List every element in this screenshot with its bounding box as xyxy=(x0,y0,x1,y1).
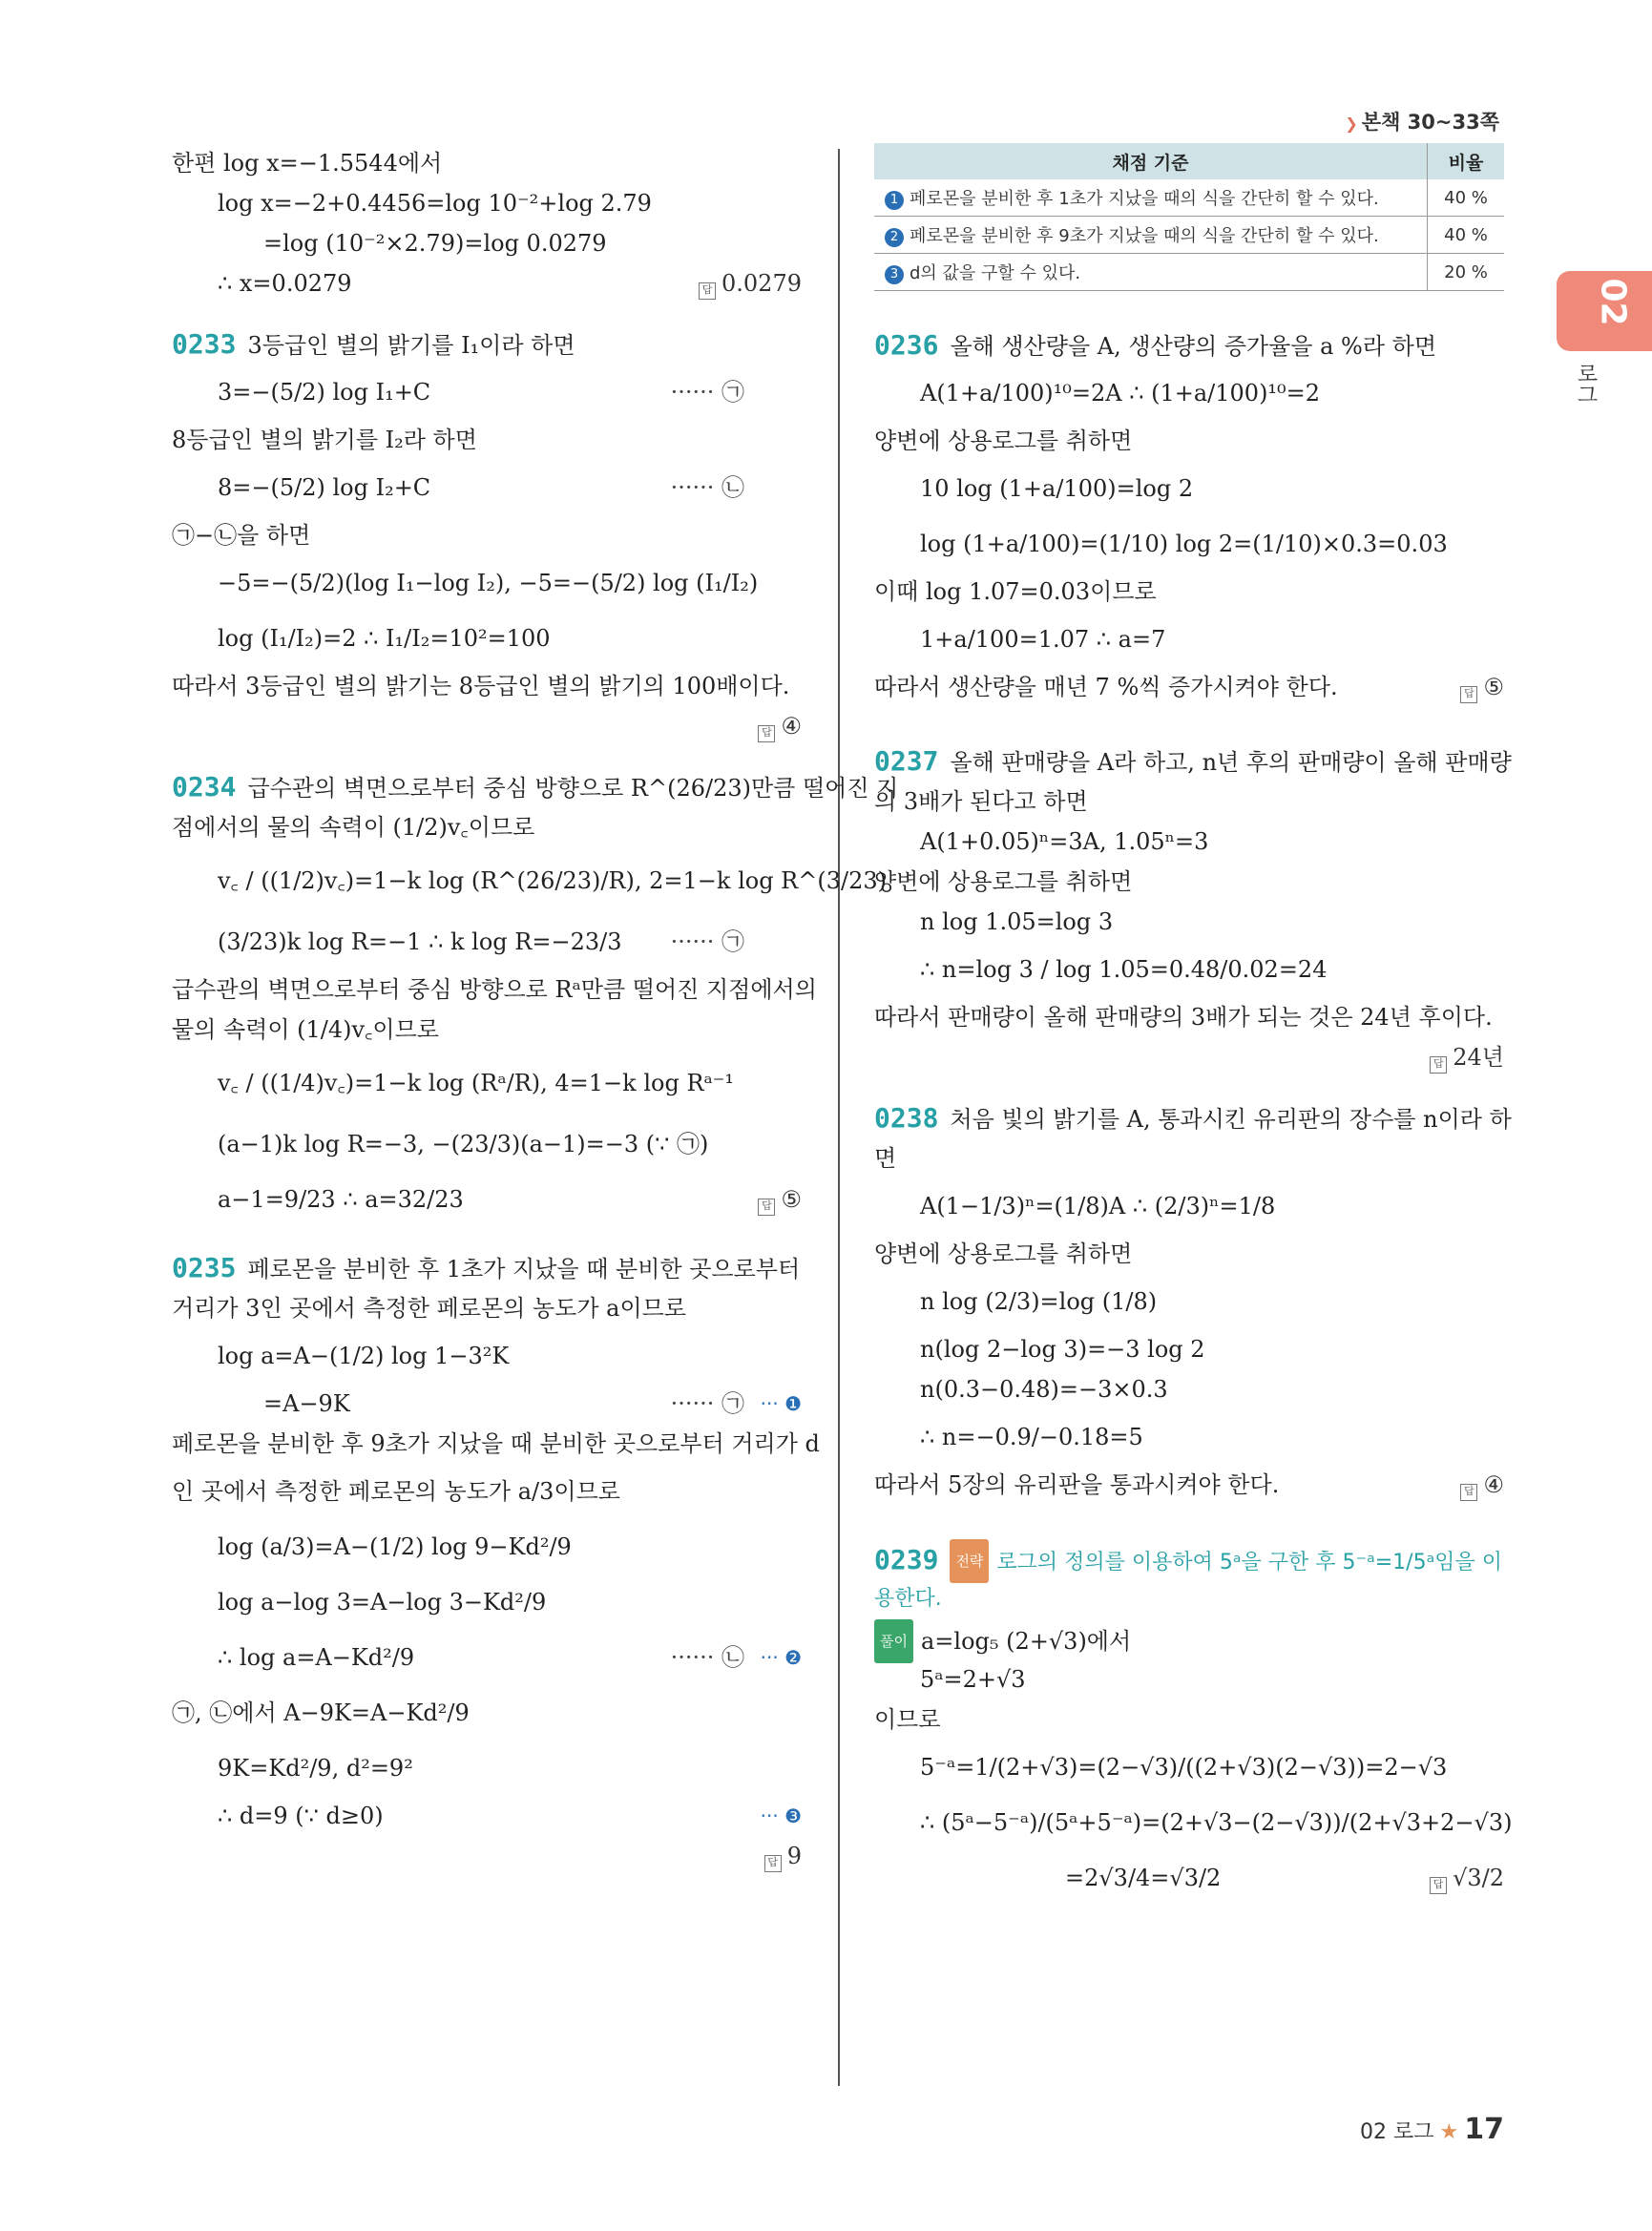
text-line: 따라서 생산량을 매년 7 %씩 증가시켜야 한다. 답 ⑤ xyxy=(874,667,1504,707)
text-line: 의 3배가 된다고 하면 xyxy=(874,788,1088,815)
text-line: ㉠−㉡을 하면 xyxy=(172,522,311,549)
page-footer: 02 로그 ★ 17 xyxy=(1360,2113,1504,2146)
math-line: 1+a/100=1.07 ∴ a=7 xyxy=(920,626,1166,653)
step-number-icon: 3 xyxy=(885,265,904,284)
problem-0236: 0236 올해 생산량을 A, 생산량의 증가율을 a %라 하면 xyxy=(874,329,1437,361)
table-header: 비율 xyxy=(1428,143,1505,179)
math-line: =log (10⁻²×2.79)=log 0.0279 xyxy=(263,230,607,257)
math-line: 3=−(5/2) log I₁+C ······ ㉠ xyxy=(218,379,744,406)
math-line: A(1−1/3)ⁿ=(1/8)A ∴ (2/3)ⁿ=1/8 xyxy=(920,1193,1276,1220)
text-line: 이므로 xyxy=(874,1706,941,1733)
math-line: ∴ n=log 3 / log 1.05=0.48/0.02=24 xyxy=(920,956,1328,983)
text-line: 양변에 상용로그를 취하면 xyxy=(874,1241,1133,1267)
math-line: ∴ x=0.0279 답 0.0279 xyxy=(172,263,802,303)
math-line: v꜀ / ((1/4)v꜀)=1−k log (Rᵃ/R), 4=1−k log Rᵃ⁻¹ xyxy=(218,1070,735,1096)
math-line: ㉠, ㉡에서 A−9K=A−Kd²/9 xyxy=(172,1699,470,1726)
answer-line xyxy=(172,706,802,746)
problem-number: 0233 xyxy=(172,328,237,360)
text-line: 점에서의 물의 속력이 (1/2)v꜀이므로 xyxy=(172,814,535,841)
answer: 답 24년 xyxy=(1430,1037,1504,1077)
answer: 답 ④ xyxy=(1460,1465,1504,1505)
math-line: A(1+0.05)ⁿ=3A, 1.05ⁿ=3 xyxy=(920,828,1209,855)
table-header: 채점 기준 xyxy=(874,143,1428,179)
strategy-badge: 전략 xyxy=(950,1539,989,1583)
math-line: log (1+a/100)=(1/10) log 2=(1/10)×0.3=0.03 xyxy=(920,531,1448,557)
text-line: 인 곳에서 측정한 페로몬의 농도가 a/3이므로 xyxy=(172,1478,620,1505)
math-line: (a−1)k log R=−3, −(23/3)(a−1)=−3 (∵ ㉠) xyxy=(218,1131,709,1157)
math-line: (3/23)k log R=−1 ∴ k log R=−23/3 ······ ㉠ xyxy=(218,928,744,955)
math-line: ∴ d=9 (∵ d≥0) ··· ❸ xyxy=(172,1796,802,1836)
math-line: log x=−2+0.4456=log 10⁻²+log 2.79 xyxy=(218,190,652,217)
table-row: 3 d의 값을 구할 수 있다. 20 % xyxy=(874,254,1504,291)
answer-icon: 답 xyxy=(1460,1484,1477,1501)
math-line: n log 1.05=log 3 xyxy=(920,908,1114,935)
answer: 답 9 xyxy=(764,1836,802,1876)
math-line: n(log 2−log 3)=−3 log 2 xyxy=(920,1336,1205,1363)
math-line: log (a/3)=A−(1/2) log 9−Kd²/9 xyxy=(218,1533,572,1560)
text-line: 따라서 5장의 유리판을 통과시켜야 한다. 답 ④ xyxy=(874,1465,1504,1505)
text-line: 거리가 3인 곳에서 측정한 페로몬의 농도가 a이므로 xyxy=(172,1295,687,1322)
math-line: log (I₁/I₂)=2 ∴ I₁/I₂=10²=100 xyxy=(218,625,551,652)
answer: 답 ⑤ xyxy=(1460,667,1504,707)
math-line: v꜀ / ((1/2)v꜀)=1−k log (R^(26/23)/R), 2=1−k log R^(3/23) xyxy=(218,867,887,894)
step-marker: ··· ❸ xyxy=(760,1804,802,1827)
math-line: a−1=9/23 ∴ a=32/23 답 ⑤ xyxy=(172,1172,802,1227)
problem-number: 0235 xyxy=(172,1252,237,1283)
answer-icon: 답 xyxy=(1430,1056,1447,1074)
answer-icon: 답 xyxy=(758,1199,775,1216)
problem-number: 0239 xyxy=(874,1544,939,1575)
problem-0238: 0238 처음 빛의 밝기를 A, 통과시킨 유리판의 장수를 n이라 하 xyxy=(874,1102,1512,1134)
book-reference: ❯ 본책 30~33쪽 xyxy=(1345,111,1499,134)
table-row: 1 페로몬을 분비한 후 1초가 지났을 때의 식을 간단히 할 수 있다. 40 % xyxy=(874,179,1504,217)
answer: 답 ⑤ xyxy=(758,1172,802,1227)
math-line: log a=A−(1/2) log 1−3²K xyxy=(218,1343,510,1369)
problem-0237: 0237 올해 판매량을 A라 하고, n년 후의 판매량이 올해 판매량 xyxy=(874,745,1512,777)
text-line: 8등급인 별의 밝기를 I₂라 하면 xyxy=(172,427,477,453)
problem-0239: 0239 전략 로그의 정의를 이용하여 5ᵃ을 구한 후 5⁻ᵃ=1/5ᵃ임을 이 xyxy=(874,1539,1504,1579)
math-line: 10 log (1+a/100)=log 2 xyxy=(920,475,1194,502)
answer-icon: 답 xyxy=(1430,1877,1447,1894)
problem-0235: 0235 페로몬을 분비한 후 1초가 지났을 때 분비한 곳으로부터 xyxy=(172,1252,801,1283)
step-number-icon: 1 xyxy=(885,191,904,210)
answer-icon: 답 xyxy=(758,725,775,742)
text-line: 한편 log x=−1.5544에서 xyxy=(172,150,443,177)
chapter-tab xyxy=(1557,271,1652,351)
text-line: 페로몬을 분비한 후 9초가 지났을 때 분비한 곳으로부터 거리가 d xyxy=(172,1430,820,1457)
problem-number: 0234 xyxy=(172,771,237,803)
chevron-right-icon: ❯ xyxy=(1345,115,1358,133)
math-line: 5ᵃ=2+√3 xyxy=(920,1666,1026,1693)
answer: 답 0.0279 xyxy=(699,263,802,303)
text-line: 따라서 3등급인 별의 밝기는 8등급인 별의 밝기의 100배이다. xyxy=(172,673,790,699)
math-line: =A−9K ······ ㉠ ··· ❶ xyxy=(172,1384,802,1424)
answer-line xyxy=(172,1836,802,1876)
solution-badge: 풀이 xyxy=(874,1619,913,1663)
text-line: 급수관의 벽면으로부터 중심 방향으로 Rᵃ만큼 떨어진 지점에서의 xyxy=(172,976,817,1003)
math-line: log a−log 3=A−log 3−Kd²/9 xyxy=(218,1589,547,1616)
text-line: 이때 log 1.07=0.03이므로 xyxy=(874,578,1157,605)
right-column xyxy=(874,143,1513,1906)
text-line: 양변에 상용로그를 취하면 xyxy=(874,427,1133,454)
math-line: 8=−(5/2) log I₂+C ······ ㉡ xyxy=(218,474,744,501)
page-number: 17 xyxy=(1464,2113,1504,2146)
problem-number: 0236 xyxy=(874,329,939,361)
answer-icon: 답 xyxy=(1460,686,1477,703)
answer-icon: 답 xyxy=(699,282,716,300)
chapter-number: 02 xyxy=(1593,278,1633,326)
step-number-icon: 2 xyxy=(885,228,904,247)
column-divider xyxy=(838,149,840,2086)
math-line: ∴ (5ᵃ−5⁻ᵃ)/(5ᵃ+5⁻ᵃ)=(2+√3−(2−√3))/(2+√3+2−√3) xyxy=(920,1809,1513,1836)
answer-line xyxy=(874,1037,1504,1077)
table-row: 2 페로몬을 분비한 후 9초가 지났을 때의 식을 간단히 할 수 있다. 40 % xyxy=(874,217,1504,254)
step-marker: ··· ❷ xyxy=(760,1646,802,1669)
math-line: 5⁻ᵃ=1/(2+√3)=(2−√3)/((2+√3)(2−√3))=2−√3 xyxy=(920,1754,1448,1781)
chapter-label: 로그 xyxy=(1574,363,1598,405)
text-line: 면 xyxy=(874,1145,897,1172)
star-icon: ★ xyxy=(1439,2120,1459,2144)
problem-number: 0237 xyxy=(874,745,939,777)
text-line: 양변에 상용로그를 취하면 xyxy=(874,868,1133,895)
solution-start: 풀이 a=log₅ (2+√3)에서 xyxy=(874,1619,1504,1659)
math-line: n log (2/3)=log (1/8) xyxy=(920,1288,1158,1315)
answer: 답 ④ xyxy=(758,706,802,746)
math-line: n(0.3−0.48)=−3×0.3 xyxy=(920,1376,1168,1403)
text-line: 물의 속력이 (1/4)v꜀이므로 xyxy=(172,1016,439,1043)
strategy-text: 용한다. xyxy=(874,1587,942,1611)
math-line: ∴ log a=A−Kd²/9 ······ ㉡ ··· ❷ xyxy=(172,1630,802,1685)
math-line: =2√3/4=√3/2 답 √3/2 xyxy=(874,1850,1504,1906)
grading-criteria-table xyxy=(874,143,1504,291)
step-marker: ··· ❶ xyxy=(760,1392,802,1415)
math-line: ∴ n=−0.9/−0.18=5 xyxy=(920,1424,1143,1450)
answer-icon: 답 xyxy=(764,1855,782,1872)
answer: 답 √3/2 xyxy=(1430,1850,1504,1906)
math-line: −5=−(5/2)(log I₁−log I₂), −5=−(5/2) log (I₁/I₂) xyxy=(218,570,759,596)
text-line: 따라서 판매량이 올해 판매량의 3배가 되는 것은 24년 후이다. xyxy=(874,1004,1493,1031)
problem-number: 0238 xyxy=(874,1102,939,1134)
math-line: 9K=Kd²/9, d²=9² xyxy=(218,1755,413,1782)
problem-0233: 0233 3등급인 별의 밝기를 I₁이라 하면 xyxy=(172,328,575,360)
problem-0234: 0234 급수관의 벽면으로부터 중심 방향으로 R^(26/23)만큼 떨어진 지 xyxy=(172,771,899,803)
math-line: A(1+a/100)¹⁰=2A ∴ (1+a/100)¹⁰=2 xyxy=(920,380,1321,407)
